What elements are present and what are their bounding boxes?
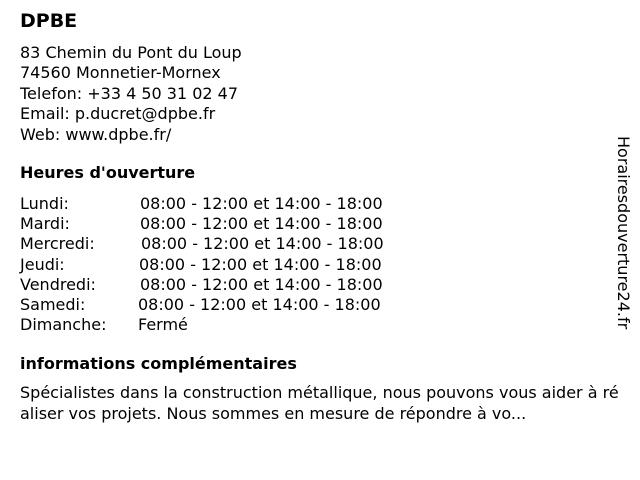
- contact-block: [20, 43, 242, 145]
- day-hours: Fermé: [138, 315, 188, 335]
- business-description: Spécialistes dans la construction métallique, nous pouvons vous aider à réaliser vos projets. Nous sommes en mesure de répondre à vo...: [20, 383, 619, 423]
- day-hours: 08:00 - 12:00 et 14:00 - 18:00: [140, 214, 383, 234]
- site-watermark: Horairesdouverture24.fr: [614, 136, 633, 330]
- street-address: 83 Chemin du Pont du Loup: [20, 43, 242, 62]
- day-hours: 08:00 - 12:00 et 14:00 - 18:00: [140, 274, 383, 294]
- opening-hours-heading: Heures d'ouverture: [20, 163, 196, 182]
- business-name: DPBE: [20, 10, 78, 32]
- city-postcode: 74560 Monnetier-Mornex: [20, 63, 221, 83]
- email-address: Email: p.ducret@dpbe.fr: [20, 104, 216, 124]
- day-hours: 08:00 - 12:00 et 14:00 - 18:00: [138, 294, 381, 314]
- day-hours: 08:00 - 12:00 et 14:00 - 18:00: [139, 254, 382, 274]
- day-label: Mercredi:: [20, 234, 95, 254]
- day-label: Jeudi:: [20, 254, 65, 274]
- additional-info-heading: informations complémentaires: [20, 354, 297, 373]
- day-label: Mardi:: [20, 214, 70, 234]
- website: Web: www.dpbe.fr/: [20, 124, 172, 144]
- phone-number: Telefon: +33 4 50 31 02 47: [20, 83, 239, 103]
- day-label: Vendredi:: [20, 274, 96, 294]
- day-hours: 08:00 - 12:00 et 14:00 - 18:00: [140, 194, 383, 213]
- day-label: Samedi:: [20, 294, 86, 314]
- day-hours: 08:00 - 12:00 et 14:00 - 18:00: [141, 234, 384, 254]
- day-label: Dimanche:: [20, 315, 107, 335]
- day-label: Lundi:: [20, 194, 69, 213]
